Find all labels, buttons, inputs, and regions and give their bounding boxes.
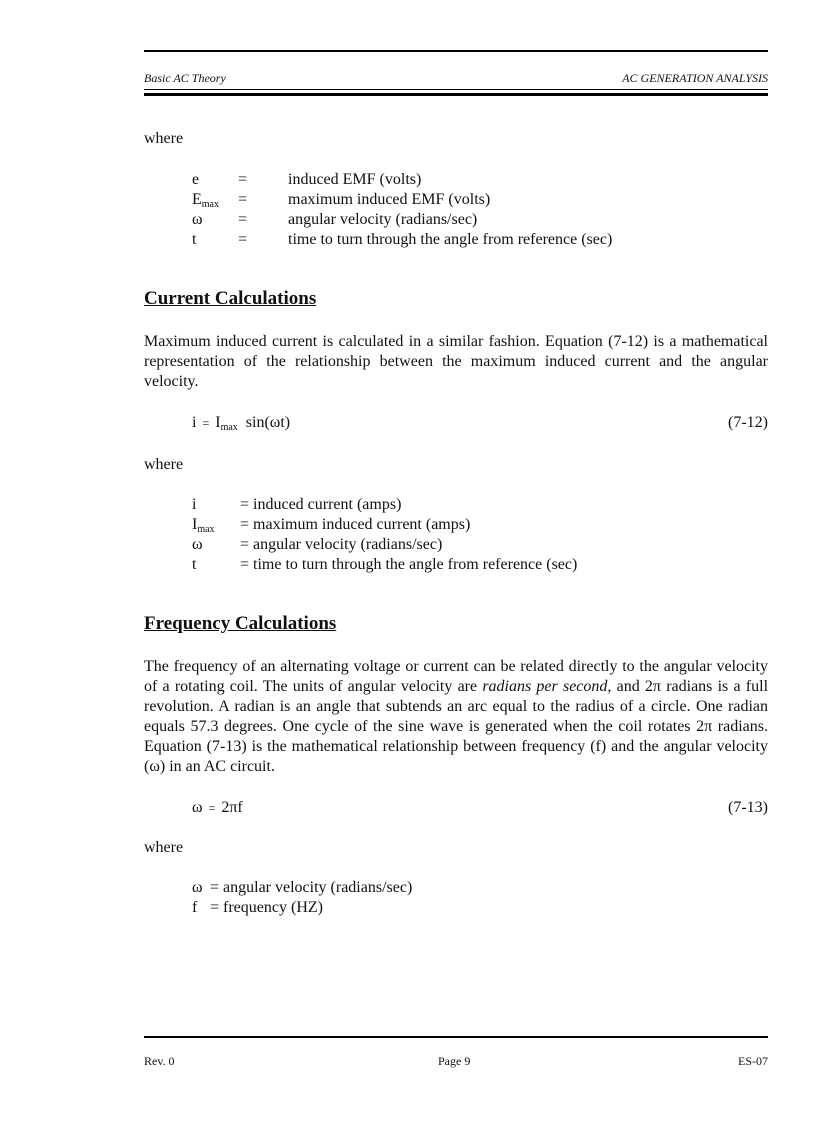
where-label: where xyxy=(144,839,184,856)
where-label: where xyxy=(144,130,184,147)
equation-7-12 xyxy=(192,414,290,433)
equation-7-13 xyxy=(192,799,243,817)
definition-description: = angular velocity (radians/sec) xyxy=(210,879,413,896)
equation-lhs: ω xyxy=(192,799,203,816)
definition-symbol: f xyxy=(192,899,198,916)
footer-rule xyxy=(144,1036,768,1038)
equation-subscript: max xyxy=(220,422,238,433)
definition-description: = frequency (HZ) xyxy=(210,899,323,916)
definition-description: = maximum induced current (amps) xyxy=(240,516,471,533)
definition-symbol: ω xyxy=(192,879,203,896)
definition-description: induced EMF (volts) xyxy=(288,171,422,188)
emphasis-text: radians per second xyxy=(482,678,608,695)
definition-symbol: t xyxy=(192,556,197,573)
header-bottom-rule-thin xyxy=(144,89,768,90)
definition-description: = induced current (amps) xyxy=(240,496,402,513)
definition-symbol: $E_{max}$ xyxy=(192,191,219,210)
definition-description: time to turn through the angle from reference (sec) xyxy=(288,231,613,248)
definition-symbol: ω xyxy=(192,536,203,553)
header-left-title: Basic AC Theory xyxy=(144,71,226,85)
definition-symbol: ω xyxy=(192,211,203,228)
definition-symbol: e xyxy=(192,171,200,188)
frequency-calculations-heading: Frequency Calculations xyxy=(144,613,337,634)
header-bottom-rule-thick xyxy=(144,93,768,96)
equation-number-7-12: (7-12) xyxy=(728,414,768,431)
equation-symbol: I xyxy=(215,414,221,431)
footer-document-id: ES-07 xyxy=(738,1054,768,1068)
definition-symbol: $I_{max}$ xyxy=(192,516,215,535)
definition-equals: = xyxy=(238,211,248,228)
definition-description: = time to turn through the angle from reference (sec) xyxy=(240,556,578,573)
equation-number-7-13: (7-13) xyxy=(728,799,768,816)
header-right-title: AC GENERATION ANALYSIS xyxy=(622,71,768,85)
definition-symbol: t xyxy=(192,231,197,248)
definition-description: angular velocity (radians/sec) xyxy=(288,211,478,228)
footer-page-number: Page 9 xyxy=(438,1054,471,1068)
frequency-paragraph: The frequency of an alternating voltage or current can be related directly to the angular velocity of a rotating coil. The units of angular velocity are radians per second, and 2π radians is a full revolution. A radian is an angle that subtends an arc equal to the radius of a circle. One radian equals 57.3 degrees. One cycle of the sine wave is generated when the coil rotates 2π radians. Equation (7-13) is the mathematical relationship between frequency (f) and the angular velocity (ω) in an AC circuit. xyxy=(144,658,769,775)
current-calculations-heading: Current Calculations xyxy=(144,288,317,309)
equation-equals: = xyxy=(208,801,216,815)
definition-equals: = xyxy=(238,191,248,208)
equation-equals: = xyxy=(202,416,210,430)
definition-symbol: i xyxy=(192,496,197,513)
footer-revision: Rev. 0 xyxy=(144,1054,175,1068)
header-top-rule xyxy=(144,50,768,52)
definition-description: maximum induced EMF (volts) xyxy=(288,191,491,208)
current-paragraph: Maximum induced current is calculated in a similar fashion. Equation (7-12) is a mathematical representation of the relationship between the maximum induced current and the angular velocity. xyxy=(144,333,768,390)
where-label: where xyxy=(144,456,184,473)
definition-equals: = xyxy=(238,231,248,248)
equation-rhs: 2πf xyxy=(221,799,243,816)
equation-rhs: sin(ωt) xyxy=(245,414,291,431)
equation-lhs: i xyxy=(192,414,197,431)
definition-equals: = xyxy=(238,171,248,188)
definition-description: = angular velocity (radians/sec) xyxy=(240,536,443,553)
